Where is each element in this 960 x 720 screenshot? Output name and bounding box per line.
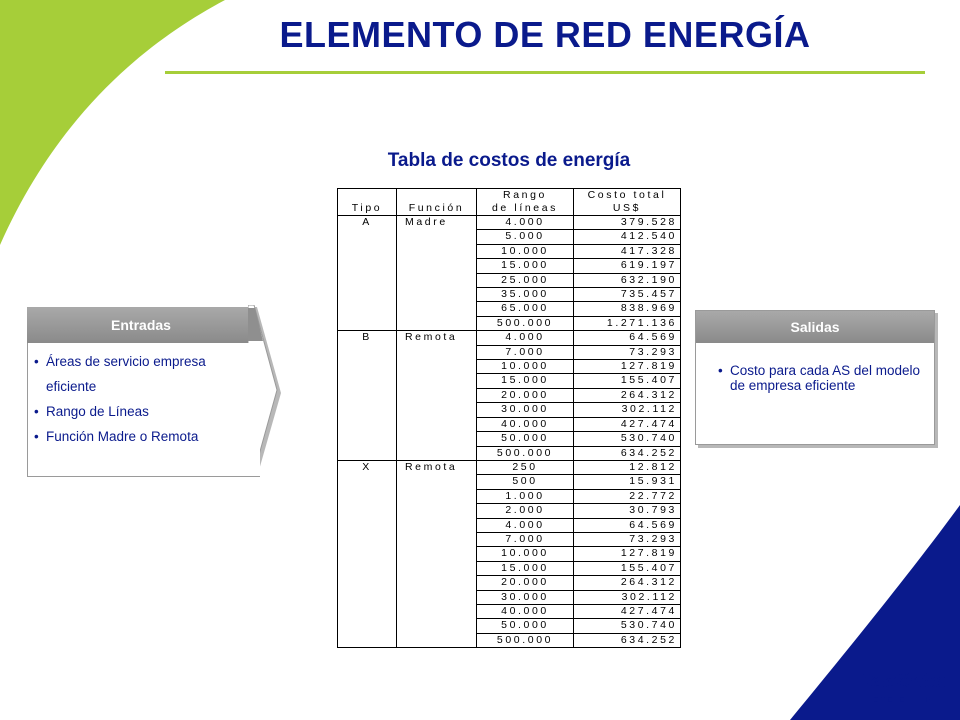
table-row xyxy=(338,518,681,532)
cell-tipo xyxy=(338,561,397,575)
cell-tipo xyxy=(338,345,397,359)
entradas-list xyxy=(28,343,260,449)
cell-rango: 500.000 xyxy=(477,633,574,647)
cell-rango: 15.000 xyxy=(477,259,574,273)
cell-tipo xyxy=(338,302,397,316)
cell-funcion xyxy=(397,504,477,518)
title-underline xyxy=(165,71,925,74)
cell-costo: 73.293 xyxy=(574,345,681,359)
cell-tipo xyxy=(338,446,397,460)
table-row xyxy=(338,561,681,575)
cell-rango: 20.000 xyxy=(477,388,574,402)
cell-costo: 64.569 xyxy=(574,331,681,345)
cell-costo: 30.793 xyxy=(574,504,681,518)
table-header-row xyxy=(338,189,681,216)
cell-tipo xyxy=(338,604,397,618)
cell-costo: 632.190 xyxy=(574,273,681,287)
cell-costo: 302.112 xyxy=(574,403,681,417)
cell-funcion xyxy=(397,388,477,402)
cell-rango: 40.000 xyxy=(477,417,574,431)
cell-rango: 4.000 xyxy=(477,518,574,532)
cell-costo: 417.328 xyxy=(574,244,681,258)
cell-rango: 500.000 xyxy=(477,316,574,330)
cell-funcion xyxy=(397,345,477,359)
cell-costo: 1.271.136 xyxy=(574,316,681,330)
cell-tipo xyxy=(338,273,397,287)
cell-tipo xyxy=(338,388,397,402)
cell-tipo xyxy=(338,417,397,431)
cell-funcion xyxy=(397,302,477,316)
cell-funcion xyxy=(397,576,477,590)
table-row xyxy=(338,619,681,633)
cell-rango: 30.000 xyxy=(477,403,574,417)
table-row xyxy=(338,316,681,330)
table-row xyxy=(338,432,681,446)
cell-funcion xyxy=(397,590,477,604)
cell-tipo xyxy=(338,504,397,518)
cell-rango: 50.000 xyxy=(477,432,574,446)
table-row xyxy=(338,576,681,590)
cell-costo: 264.312 xyxy=(574,388,681,402)
cell-tipo xyxy=(338,432,397,446)
cell-costo: 634.252 xyxy=(574,446,681,460)
cell-rango: 2.000 xyxy=(477,504,574,518)
logo-rule xyxy=(860,694,942,695)
cell-rango: 4.000 xyxy=(477,331,574,345)
header-costo xyxy=(574,189,681,216)
cell-rango: 15.000 xyxy=(477,374,574,388)
cell-rango: 30.000 xyxy=(477,590,574,604)
cell-costo: 155.407 xyxy=(574,561,681,575)
cell-funcion xyxy=(397,619,477,633)
cell-funcion xyxy=(397,532,477,546)
cell-costo: 22.772 xyxy=(574,489,681,503)
table-body xyxy=(338,216,681,648)
cell-funcion: Remota xyxy=(397,331,477,345)
cell-rango: 5.000 xyxy=(477,230,574,244)
header-rango-line2: de líneas xyxy=(491,202,558,214)
cell-tipo xyxy=(338,259,397,273)
table-row xyxy=(338,417,681,431)
header-funcion xyxy=(397,189,477,216)
salidas-header: Salidas xyxy=(696,311,934,343)
cell-costo: 127.819 xyxy=(574,547,681,561)
cell-costo: 127.819 xyxy=(574,360,681,374)
cell-rango: 25.000 xyxy=(477,273,574,287)
cell-costo: 73.293 xyxy=(574,532,681,546)
cell-funcion xyxy=(397,403,477,417)
entradas-body xyxy=(27,343,260,477)
cell-costo: 427.474 xyxy=(574,604,681,618)
salidas-item: • Costo para cada AS del modelo de empresa eficiente xyxy=(718,363,920,393)
table-row xyxy=(338,374,681,388)
cell-funcion xyxy=(397,489,477,503)
table-row xyxy=(338,547,681,561)
table-row xyxy=(338,259,681,273)
cell-funcion xyxy=(397,259,477,273)
header-costo-line2: US$ xyxy=(612,202,642,214)
cell-costo: 379.528 xyxy=(574,216,681,230)
table-row xyxy=(338,388,681,402)
cell-funcion xyxy=(397,374,477,388)
cell-rango: 50.000 xyxy=(477,619,574,633)
header-costo-line1: Costo total xyxy=(587,189,667,201)
table-row xyxy=(338,446,681,460)
logo-wordmark: Telefónica xyxy=(860,668,946,692)
cell-rango: 500 xyxy=(477,475,574,489)
table-row xyxy=(338,590,681,604)
cell-tipo xyxy=(338,547,397,561)
table-row xyxy=(338,532,681,546)
table-row xyxy=(338,633,681,647)
cell-funcion xyxy=(397,288,477,302)
cell-tipo xyxy=(338,489,397,503)
cell-tipo xyxy=(338,230,397,244)
cell-costo: 155.407 xyxy=(574,374,681,388)
cell-funcion xyxy=(397,316,477,330)
cell-tipo xyxy=(338,374,397,388)
cell-funcion xyxy=(397,561,477,575)
table-row xyxy=(338,288,681,302)
cell-funcion xyxy=(397,244,477,258)
cell-funcion xyxy=(397,230,477,244)
cell-tipo xyxy=(338,316,397,330)
cell-funcion xyxy=(397,604,477,618)
cell-funcion xyxy=(397,273,477,287)
cell-tipo xyxy=(338,288,397,302)
table-row xyxy=(338,403,681,417)
table-row xyxy=(338,230,681,244)
cell-funcion xyxy=(397,417,477,431)
cell-rango: 1.000 xyxy=(477,489,574,503)
table-row xyxy=(338,604,681,618)
logo-subtitle: CTC CHILE xyxy=(873,697,933,704)
cell-rango: 10.000 xyxy=(477,547,574,561)
cell-tipo xyxy=(338,633,397,647)
cell-costo: 530.740 xyxy=(574,432,681,446)
cell-rango: 250 xyxy=(477,460,574,474)
cell-tipo xyxy=(338,360,397,374)
slide-title: ELEMENTO DE RED ENERGÍA xyxy=(279,14,811,55)
cell-costo: 412.540 xyxy=(574,230,681,244)
header-tipo-label: Tipo xyxy=(351,201,383,214)
table-row xyxy=(338,504,681,518)
cell-rango: 65.000 xyxy=(477,302,574,316)
cell-funcion: Madre xyxy=(397,216,477,230)
table-row xyxy=(338,489,681,503)
cell-tipo xyxy=(338,619,397,633)
table-row xyxy=(338,345,681,359)
header-rango-line1: Rango xyxy=(503,189,547,201)
header-funcion-label: Función xyxy=(408,201,465,214)
cell-costo: 735.457 xyxy=(574,288,681,302)
cell-costo: 15.931 xyxy=(574,475,681,489)
cell-funcion xyxy=(397,432,477,446)
salidas-box xyxy=(695,310,935,445)
header-tipo xyxy=(338,189,397,216)
salidas-list xyxy=(696,343,934,393)
cell-rango: 35.000 xyxy=(477,288,574,302)
cell-tipo xyxy=(338,475,397,489)
table-row xyxy=(338,331,681,345)
cell-tipo xyxy=(338,518,397,532)
table-row xyxy=(338,475,681,489)
cell-rango: 7.000 xyxy=(477,532,574,546)
cell-tipo xyxy=(338,403,397,417)
entradas-item: • Función Madre o Remota xyxy=(34,424,252,449)
table-row xyxy=(338,273,681,287)
cell-costo: 634.252 xyxy=(574,633,681,647)
cell-funcion: Remota xyxy=(397,460,477,474)
cell-tipo: X xyxy=(338,460,397,474)
cell-funcion xyxy=(397,475,477,489)
cell-rango: 7.000 xyxy=(477,345,574,359)
cell-costo: 302.112 xyxy=(574,590,681,604)
table-row xyxy=(338,244,681,258)
cell-costo: 12.812 xyxy=(574,460,681,474)
table-row xyxy=(338,302,681,316)
cell-tipo: B xyxy=(338,331,397,345)
table-row xyxy=(338,460,681,474)
cell-rango: 500.000 xyxy=(477,446,574,460)
cell-rango: 15.000 xyxy=(477,561,574,575)
cell-costo: 64.569 xyxy=(574,518,681,532)
cell-tipo xyxy=(338,576,397,590)
table-row xyxy=(338,360,681,374)
cell-funcion xyxy=(397,633,477,647)
cell-costo: 264.312 xyxy=(574,576,681,590)
cell-tipo xyxy=(338,590,397,604)
cell-rango: 20.000 xyxy=(477,576,574,590)
cell-funcion xyxy=(397,518,477,532)
cell-rango: 40.000 xyxy=(477,604,574,618)
cell-funcion xyxy=(397,547,477,561)
cell-rango: 10.000 xyxy=(477,244,574,258)
cell-costo: 530.740 xyxy=(574,619,681,633)
cell-funcion xyxy=(397,446,477,460)
table-row xyxy=(338,216,681,230)
cell-funcion xyxy=(397,360,477,374)
cell-costo: 838.969 xyxy=(574,302,681,316)
header-rango xyxy=(477,189,574,216)
entradas-header: Entradas xyxy=(27,307,255,343)
cell-tipo: A xyxy=(338,216,397,230)
telefonica-logo xyxy=(860,668,946,704)
cell-rango: 4.000 xyxy=(477,216,574,230)
table-title: Tabla de costos de energía xyxy=(387,150,631,171)
entradas-item: • Rango de Líneas xyxy=(34,399,252,424)
energy-cost-table xyxy=(337,188,681,648)
cell-rango: 10.000 xyxy=(477,360,574,374)
cell-costo: 427.474 xyxy=(574,417,681,431)
cell-tipo xyxy=(338,244,397,258)
entradas-item: • Áreas de servicio empresa eficiente xyxy=(34,349,252,399)
cell-tipo xyxy=(338,532,397,546)
cell-costo: 619.197 xyxy=(574,259,681,273)
